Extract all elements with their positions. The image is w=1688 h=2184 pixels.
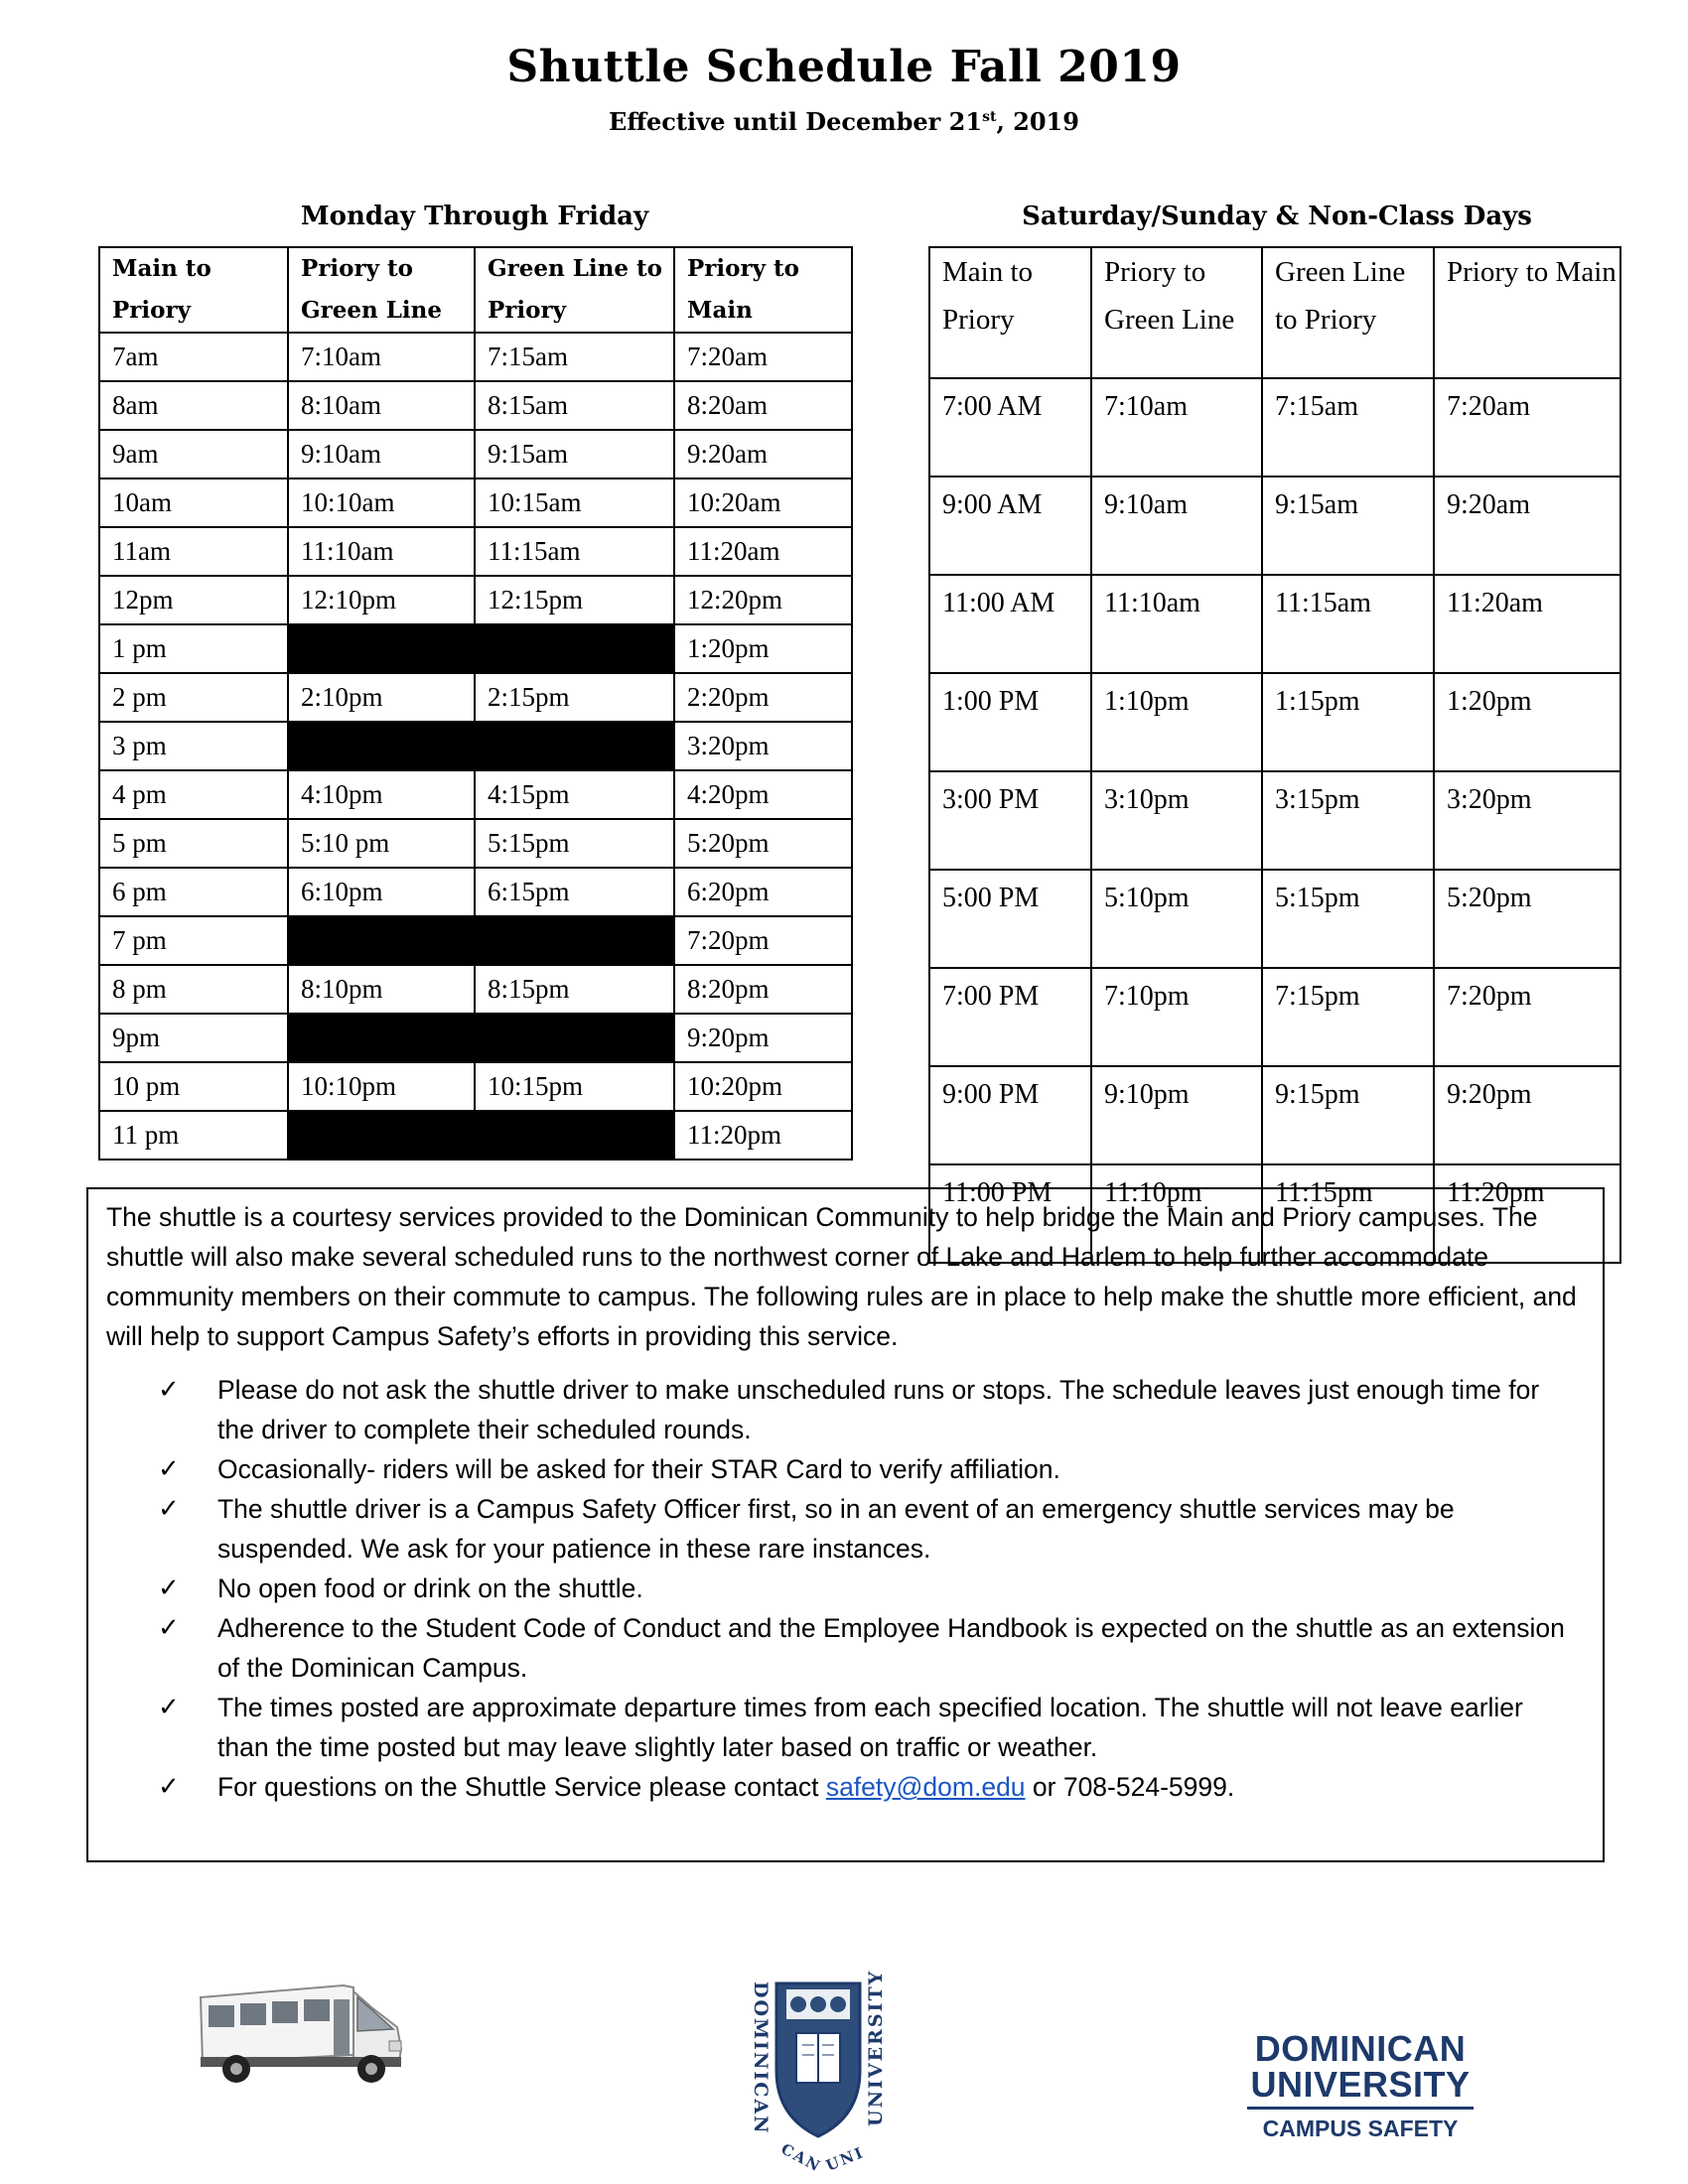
checkmark-icon: ✓ bbox=[158, 1494, 180, 1524]
svg-text:UNIVERSITY: UNIVERSITY bbox=[865, 1969, 887, 2126]
time-cell: 4:20pm bbox=[674, 770, 852, 819]
rule-text: No open food or drink on the shuttle. bbox=[217, 1573, 643, 1603]
time-cell: 5:20pm bbox=[674, 819, 852, 868]
time-cell: 7:15am bbox=[1262, 378, 1434, 477]
time-cell: 1:15pm bbox=[1262, 673, 1434, 771]
rule-text: Please do not ask the shuttle driver to make unscheduled runs or stops. The schedule leaves just enough time for the driver to complete their scheduled rounds. bbox=[217, 1375, 1540, 1444]
table-row bbox=[99, 333, 852, 381]
svg-text:DOMINICAN: DOMINICAN bbox=[750, 1981, 772, 2135]
table-row bbox=[99, 819, 852, 868]
time-cell: 11:15pm bbox=[1262, 1164, 1434, 1263]
brand-line-2: UNIVERSITY bbox=[1250, 2064, 1471, 2105]
time-cell: 9:10am bbox=[288, 430, 475, 478]
time-cell: 10:10am bbox=[288, 478, 475, 527]
time-cell: 11:10am bbox=[1091, 575, 1262, 673]
rule-text: Adherence to the Student Code of Conduct and the Employee Handbook is expected on the shuttle as an extension of the Dominican Campus. bbox=[217, 1613, 1565, 1683]
time-cell: 2:20pm bbox=[674, 673, 852, 722]
no-service-cell bbox=[288, 624, 674, 673]
table-row bbox=[929, 575, 1620, 673]
time-cell: 7:20pm bbox=[674, 916, 852, 965]
rule-item bbox=[158, 1449, 1578, 1489]
university-seal-logo bbox=[731, 1968, 906, 2176]
column-header: Green Line to Priory bbox=[1262, 247, 1434, 378]
time-cell: 1 pm bbox=[99, 624, 288, 673]
time-cell: 9pm bbox=[99, 1014, 288, 1062]
time-cell: 12:20pm bbox=[674, 576, 852, 624]
svg-text:CAN: CAN bbox=[777, 2139, 825, 2176]
time-cell: 10:15am bbox=[475, 478, 674, 527]
checkmark-icon: ✓ bbox=[158, 1613, 180, 1643]
time-cell: 6:15pm bbox=[475, 868, 674, 916]
table-row bbox=[99, 1111, 852, 1160]
time-cell: 5:00 PM bbox=[929, 870, 1091, 968]
time-cell: 6:20pm bbox=[674, 868, 852, 916]
time-cell: 11:20pm bbox=[674, 1111, 852, 1160]
time-cell: 11:00 PM bbox=[929, 1164, 1091, 1263]
weekday-schedule-table bbox=[98, 246, 853, 1160]
contact-suffix: or 708-524-5999. bbox=[1025, 1772, 1235, 1802]
page-subtitle bbox=[0, 107, 1688, 136]
time-cell: 8:10pm bbox=[288, 965, 475, 1014]
email-link[interactable]: safety@dom.edu bbox=[825, 1772, 1026, 1802]
time-cell: 2:15pm bbox=[475, 673, 674, 722]
column-header: Priory to Green Line bbox=[1091, 247, 1262, 378]
table-row bbox=[929, 870, 1620, 968]
time-cell: 11:20am bbox=[1434, 575, 1620, 673]
time-cell: 5:15pm bbox=[475, 819, 674, 868]
table-header-row bbox=[99, 247, 852, 333]
time-cell: 3 pm bbox=[99, 722, 288, 770]
time-cell: 9am bbox=[99, 430, 288, 478]
brand-line-3: CAMPUS SAFETY bbox=[1262, 2116, 1459, 2141]
time-cell: 10:20pm bbox=[674, 1062, 852, 1111]
rule-text: Occasionally- riders will be asked for their STAR Card to verify affiliation. bbox=[217, 1454, 1060, 1484]
subtitle-superscript: st bbox=[982, 109, 997, 125]
rule-item bbox=[158, 1767, 1578, 1807]
no-service-cell bbox=[288, 722, 674, 770]
time-cell: 11:00 AM bbox=[929, 575, 1091, 673]
time-cell: 11am bbox=[99, 527, 288, 576]
no-service-cell bbox=[288, 1111, 674, 1160]
time-cell: 9:10am bbox=[1091, 477, 1262, 575]
time-cell: 9:00 PM bbox=[929, 1066, 1091, 1164]
time-cell: 9:15pm bbox=[1262, 1066, 1434, 1164]
time-cell: 10:15pm bbox=[475, 1062, 674, 1111]
checkmark-icon: ✓ bbox=[158, 1573, 180, 1603]
table-row bbox=[929, 477, 1620, 575]
subtitle-suffix: , 2019 bbox=[996, 107, 1079, 136]
rule-text: The times posted are approximate departure times from each specified location. The shuttle will not leave earlier than the time posted but may leave slightly later based on traffic or weather. bbox=[217, 1693, 1523, 1762]
column-header: Priory to Main bbox=[674, 247, 852, 333]
time-cell: 8:20am bbox=[674, 381, 852, 430]
time-cell: 8:15am bbox=[475, 381, 674, 430]
time-cell: 9:15am bbox=[475, 430, 674, 478]
table-row bbox=[99, 1062, 852, 1111]
time-cell: 1:20pm bbox=[674, 624, 852, 673]
table-row bbox=[929, 1066, 1620, 1164]
time-cell: 3:00 PM bbox=[929, 771, 1091, 870]
rule-item bbox=[158, 1608, 1578, 1688]
column-header: Green Line to Priory bbox=[475, 247, 674, 333]
time-cell: 11:20am bbox=[674, 527, 852, 576]
time-cell: 7:15am bbox=[475, 333, 674, 381]
no-service-cell bbox=[288, 1014, 674, 1062]
contact-prefix: For questions on the Shuttle Service please contact bbox=[217, 1772, 826, 1802]
rule-text: The shuttle driver is a Campus Safety Officer first, so in an event of an emergency shuttle services may be suspended. We ask for your patience in these rare instances. bbox=[217, 1494, 1455, 1564]
time-cell: 7:20pm bbox=[1434, 968, 1620, 1066]
time-cell: 1:00 PM bbox=[929, 673, 1091, 771]
time-cell: 5 pm bbox=[99, 819, 288, 868]
table-row bbox=[99, 770, 852, 819]
table-row bbox=[99, 381, 852, 430]
time-cell: 4:15pm bbox=[475, 770, 674, 819]
time-cell: 4 pm bbox=[99, 770, 288, 819]
table-row bbox=[99, 527, 852, 576]
column-header: Main to Priory bbox=[929, 247, 1091, 378]
checkmark-icon: ✓ bbox=[158, 1375, 180, 1405]
campus-safety-logo bbox=[1241, 2028, 1479, 2141]
time-cell: 2 pm bbox=[99, 673, 288, 722]
table-header-row bbox=[929, 247, 1620, 378]
subtitle-prefix: Effective until December 21 bbox=[609, 107, 983, 136]
checkmark-icon: ✓ bbox=[158, 1772, 180, 1802]
time-cell: 5:20pm bbox=[1434, 870, 1620, 968]
weekend-heading: Saturday/Sunday & Non-Class Days bbox=[1022, 202, 1532, 231]
time-cell: 11:15am bbox=[475, 527, 674, 576]
time-cell: 10:10pm bbox=[288, 1062, 475, 1111]
time-cell: 7:10am bbox=[1091, 378, 1262, 477]
seal-shield bbox=[776, 1983, 860, 2136]
rule-item bbox=[158, 1688, 1578, 1767]
shuttle-bus-image bbox=[195, 1978, 409, 2089]
time-cell: 9:15am bbox=[1262, 477, 1434, 575]
time-cell: 9:20pm bbox=[1434, 1066, 1620, 1164]
time-cell: 10:20am bbox=[674, 478, 852, 527]
table-row bbox=[99, 722, 852, 770]
time-cell: 9:10pm bbox=[1091, 1066, 1262, 1164]
time-cell: 8 pm bbox=[99, 965, 288, 1014]
time-cell: 11:10pm bbox=[1091, 1164, 1262, 1263]
time-cell: 5:10 pm bbox=[288, 819, 475, 868]
time-cell: 12pm bbox=[99, 576, 288, 624]
checkmark-icon: ✓ bbox=[158, 1454, 180, 1484]
time-cell: 11 pm bbox=[99, 1111, 288, 1160]
svg-text:UNI: UNI bbox=[823, 2143, 867, 2175]
table-row bbox=[929, 378, 1620, 477]
column-header: Main to Priory bbox=[99, 247, 288, 333]
time-cell: 9:20pm bbox=[674, 1014, 852, 1062]
time-cell: 3:20pm bbox=[674, 722, 852, 770]
table-row bbox=[99, 478, 852, 527]
time-cell: 9:20am bbox=[1434, 477, 1620, 575]
time-cell: 5:10pm bbox=[1091, 870, 1262, 968]
info-intro: The shuttle is a courtesy services provided to the Dominican Community to help bridge the Main and Priory campuses. The shuttle will also make several scheduled runs to the northwest corner of Lake and Harlem to help further accommodate community members on their commute to campus. The following rules are in place to help make the shuttle more efficient, and will help to support Campus Safety’s efforts in providing this service. bbox=[106, 1202, 1577, 1351]
checkmark-icon: ✓ bbox=[158, 1693, 180, 1722]
table-row bbox=[99, 965, 852, 1014]
info-box bbox=[86, 1187, 1605, 1862]
time-cell: 11:15am bbox=[1262, 575, 1434, 673]
rule-item bbox=[158, 1489, 1578, 1569]
table-row bbox=[929, 771, 1620, 870]
time-cell: 7:00 AM bbox=[929, 378, 1091, 477]
column-header: Priory to Green Line bbox=[288, 247, 475, 333]
time-cell: 1:10pm bbox=[1091, 673, 1262, 771]
table-row bbox=[99, 868, 852, 916]
rules-list bbox=[158, 1370, 1578, 1807]
time-cell: 10 pm bbox=[99, 1062, 288, 1111]
time-cell: 7am bbox=[99, 333, 288, 381]
weekday-heading: Monday Through Friday bbox=[300, 202, 649, 231]
no-service-cell bbox=[288, 916, 674, 965]
time-cell: 3:20pm bbox=[1434, 771, 1620, 870]
bus-body bbox=[201, 1985, 401, 2067]
table-row bbox=[929, 968, 1620, 1066]
time-cell: 8:15pm bbox=[475, 965, 674, 1014]
brand-divider bbox=[1247, 2107, 1474, 2110]
table-row bbox=[929, 673, 1620, 771]
time-cell: 7:20am bbox=[674, 333, 852, 381]
time-cell: 11:10am bbox=[288, 527, 475, 576]
time-cell: 7:00 PM bbox=[929, 968, 1091, 1066]
table-row bbox=[99, 624, 852, 673]
table-row bbox=[99, 1014, 852, 1062]
time-cell: 12:10pm bbox=[288, 576, 475, 624]
time-cell: 7:20am bbox=[1434, 378, 1620, 477]
time-cell: 7 pm bbox=[99, 916, 288, 965]
page-title: Shuttle Schedule Fall 2019 bbox=[506, 42, 1182, 92]
time-cell: 7:15pm bbox=[1262, 968, 1434, 1066]
time-cell: 8:10am bbox=[288, 381, 475, 430]
table-row bbox=[99, 430, 852, 478]
table-row bbox=[99, 916, 852, 965]
time-cell: 3:15pm bbox=[1262, 771, 1434, 870]
time-cell: 7:10am bbox=[288, 333, 475, 381]
time-cell: 9:00 AM bbox=[929, 477, 1091, 575]
column-header: Priory to Main bbox=[1434, 247, 1620, 378]
weekend-schedule-table bbox=[928, 246, 1621, 1264]
time-cell: 3:10pm bbox=[1091, 771, 1262, 870]
time-cell: 6:10pm bbox=[288, 868, 475, 916]
time-cell: 9:20am bbox=[674, 430, 852, 478]
time-cell: 1:20pm bbox=[1434, 673, 1620, 771]
time-cell: 6 pm bbox=[99, 868, 288, 916]
table-row bbox=[99, 673, 852, 722]
table-row bbox=[99, 576, 852, 624]
time-cell: 11:20pm bbox=[1434, 1164, 1620, 1263]
time-cell: 4:10pm bbox=[288, 770, 475, 819]
time-cell: 2:10pm bbox=[288, 673, 475, 722]
rule-item bbox=[158, 1370, 1578, 1449]
time-cell: 8:20pm bbox=[674, 965, 852, 1014]
time-cell: 8am bbox=[99, 381, 288, 430]
time-cell: 10am bbox=[99, 478, 288, 527]
brand-line-1: DOMINICAN bbox=[1254, 2028, 1467, 2069]
time-cell: 12:15pm bbox=[475, 576, 674, 624]
rule-item bbox=[158, 1569, 1578, 1608]
time-cell: 7:10pm bbox=[1091, 968, 1262, 1066]
time-cell: 5:15pm bbox=[1262, 870, 1434, 968]
